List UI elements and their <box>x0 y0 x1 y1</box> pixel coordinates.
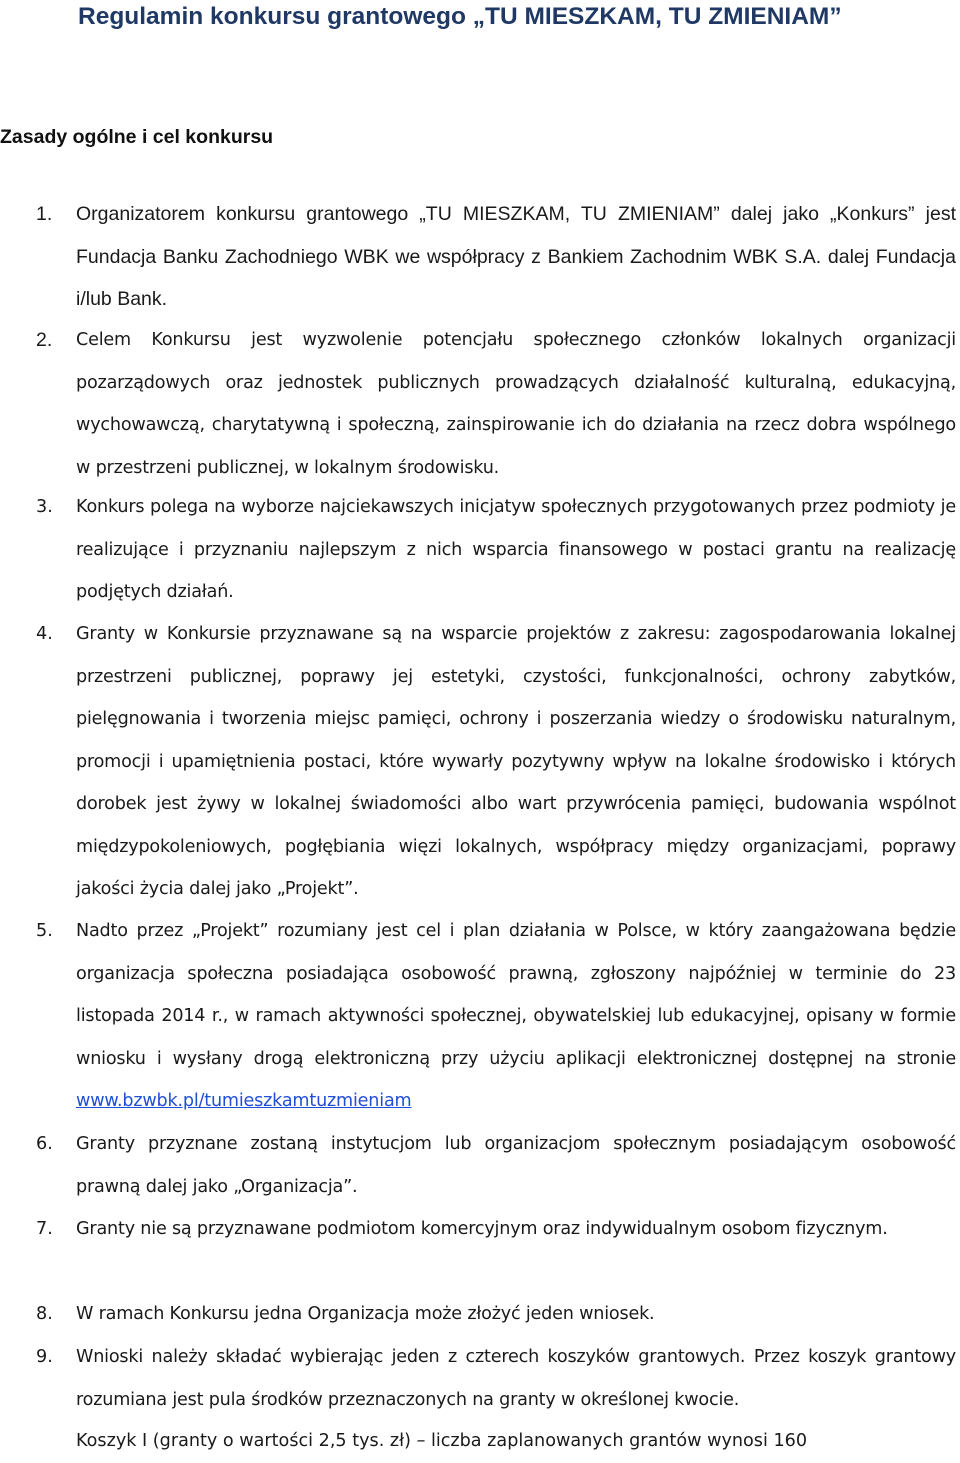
item-text: Konkurs polega na wyborze najciekawszych inicjatyw społecznych przygotowanych przez podmioty je realizujące i przyznaniu najlepszym z nich wsparcia finansowego w postaci grantu na realizację podjętych działań. <box>76 497 956 602</box>
website-link[interactable]: www.bzwbk.pl/tumieszkamtuzmieniam <box>76 1091 412 1111</box>
item-number: 1. <box>36 203 53 225</box>
item-number: 2. <box>36 329 53 351</box>
item-number: 9. <box>36 1347 53 1367</box>
item-text: Celem Konkursu jest wyzwolenie potencjału społecznego członków lokalnych organizacji pozarządowych oraz jednostek publicznych prowadzących działalność kulturalną, edukacyjną, wychowawczą, charytatywną i społeczną, zainspirowanie ich do działania na rzecz dobra wspólnego w przestrzeni publicznej, w lokalnym środowisku. <box>76 330 956 478</box>
item-text: Wnioski należy składać wybierając jeden z czterech koszyków grantowych. Przez koszyk grantowy rozumiana jest pula środków przeznaczonych na granty w określonej kwocie. <box>76 1347 956 1410</box>
item-number: 6. <box>36 1134 53 1154</box>
item-text: Granty w Konkursie przyznawane są na wsparcie projektów z zakresu: zagospodarowania lokalnej przestrzeni publicznej, poprawy jej estetyki, czystości, funkcjonalności, ochrony zabytków, pielęgnowania i tworzenia miejsc pamięci, ochrony i poszerzania wiedzy o środowisku naturalnym, promocji i upamiętnienia postaci, które wywarły pozytywny wpływ na lokalne środowisko i których dorobek jest żywy w lokalnej świadomości albo wart przywrócenia pamięci, budowania wspólnot międzypokoleniowych, pogłębiania więzi lokalnych, współpracy między organizacjami, poprawy jakości życia dalej jako „Projekt”. <box>76 624 956 899</box>
section-heading: Zasady ogólne i cel konkursu <box>0 126 274 148</box>
item-number: 8. <box>36 1304 53 1324</box>
item-text: Organizatorem konkursu grantowego „TU MIESZKAM, TU ZMIENIAM” dalej jako „Konkurs” jest Fundacja Banku Zachodniego WBK we współpracy z Bankiem Zachodnim WBK S.A. dalej Fundacja i/lub Bank. <box>76 203 956 310</box>
document-title: Regulamin konkursu grantowego „TU MIESZKAM, TU ZMIENIAM” <box>78 3 842 30</box>
item-number: 4. <box>36 624 53 644</box>
item-text: Granty przyznane zostaną instytucjom lub organizacjom społecznym posiadającym osobowość prawną dalej jako „Organizacja”. <box>76 1134 956 1197</box>
basket-line: Koszyk I (granty o wartości 2,5 tys. zł) – liczba zaplanowanych grantów wynosi 160 <box>76 1431 808 1451</box>
item-text <box>76 910 956 1123</box>
item-text-body: Nadto przez „Projekt” rozumiany jest cel i plan działania w Polsce, w który zaangażowana będzie organizacja społeczna posiadająca osobowość prawną, zgłoszony najpóźniej w terminie do 23 listopada 2014 r., w ramach aktywności społecznej, obywatelskiej lub edukacyjnej, opisany w formie wniosku i wysłany drogą elektroniczną przy użyciu aplikacji elektronicznej dostępnej na stronie <box>76 921 956 1069</box>
item-text: Granty nie są przyznawane podmiotom komercyjnym oraz indywidualnym osobom fizycznym. <box>76 1219 888 1239</box>
item-number: 7. <box>36 1219 53 1239</box>
item-text: W ramach Konkursu jedna Organizacja może złożyć jeden wniosek. <box>76 1304 655 1324</box>
item-number: 3. <box>36 497 53 517</box>
item-number: 5. <box>36 921 53 941</box>
